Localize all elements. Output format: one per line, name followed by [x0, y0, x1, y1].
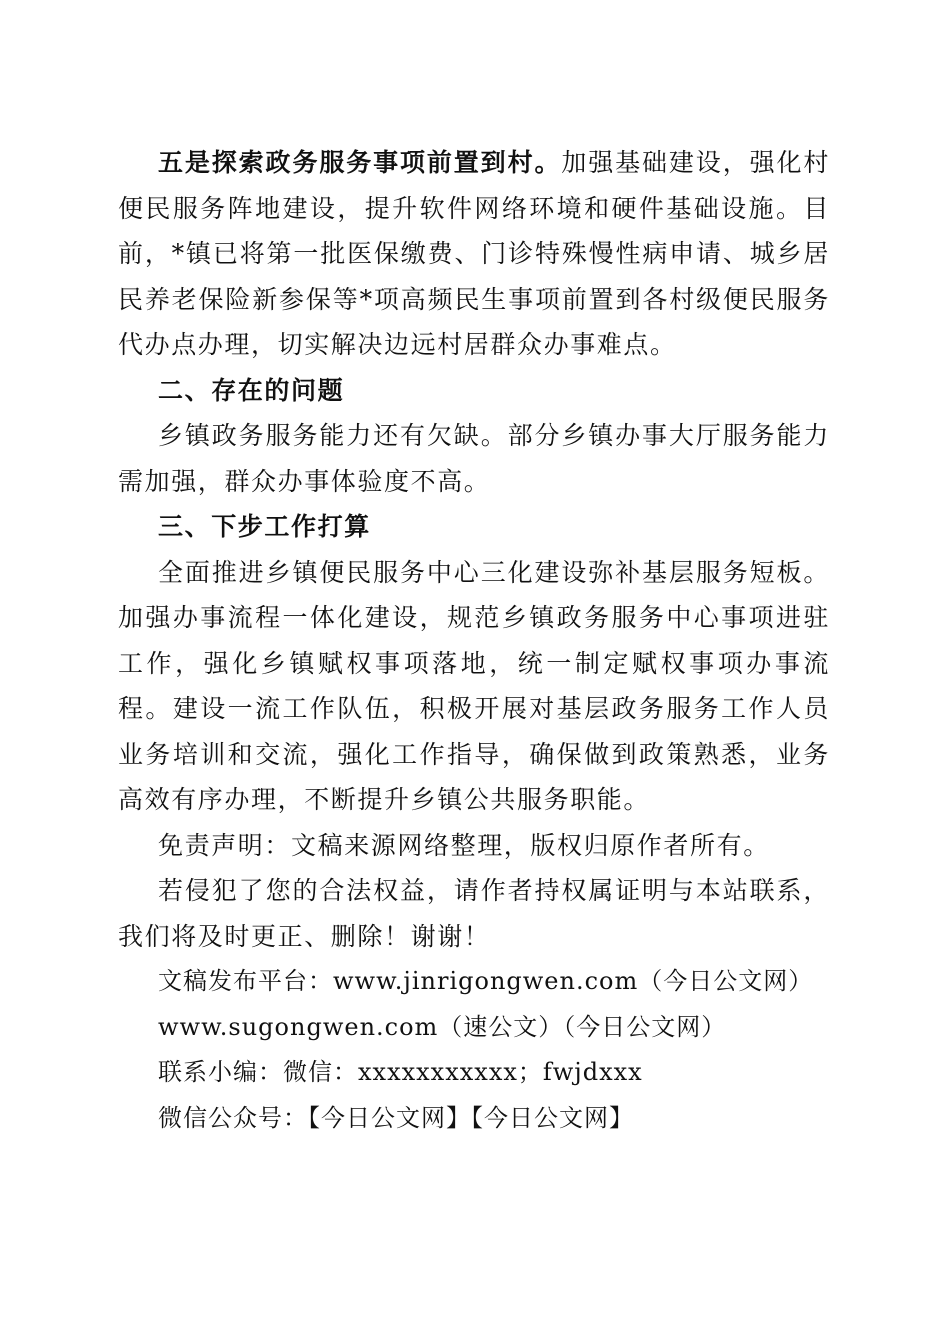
platform-line: 文稿发布平台：www.jinrigongwen.com（今日公文网）	[158, 967, 814, 995]
infringement-notice: 若侵犯了您的合法权益，请作者持权属证明与本站联系，我们将及时更正、删除！谢谢！	[118, 876, 830, 951]
contact-line: 联系小编：微信：xxxxxxxxxxx；fwjdxxx	[158, 1058, 643, 1086]
section-five-lead: 五是探索政务服务事项前置到村。	[158, 148, 562, 177]
disclaimer-line: 免责声明：文稿来源网络整理，版权归原作者所有。	[158, 830, 770, 860]
plan-paragraph: 全面推进乡镇便民服务中心三化建设弥补基层服务短板。加强办事流程一体化建设，规范乡镇政务服务中心事项进驻工作，强化乡镇赋权事项落地，统一制定赋权事项办事流程。建设一流工作队伍，积极开展对基层政务服务工作人员业务培训和交流，强化工作指导，确保做到政策熟悉，业务高效有序办理，不断提升乡镇公共服务职能。	[118, 557, 830, 814]
document-page	[118, 140, 830, 1141]
section-five-paragraph	[118, 140, 830, 368]
section-five-body: 加强基础建设，强化村便民服务阵地建设，提升软件网络环境和硬件基础设施。目前，*镇已将第一批医保缴费、门诊特殊慢性病申请、城乡居民养老保险新参保等*项高频民生事项前置到各村级便民服务代办点办理，切实解决边远村居群众办事难点。	[118, 148, 830, 359]
site-line: www.sugongwen.com（速公文）（今日公文网）	[158, 1012, 727, 1041]
heading-next-steps: 三、下步工作打算	[158, 512, 371, 541]
wechat-account-line: 微信公众号：【今日公文网】【今日公文网】	[158, 1103, 634, 1132]
problem-paragraph: 乡镇政务服务能力还有欠缺。部分乡镇办事大厅服务能力需加强，群众办事体验度不高。	[118, 421, 830, 496]
heading-existing-problems: 二、存在的问题	[158, 375, 345, 405]
